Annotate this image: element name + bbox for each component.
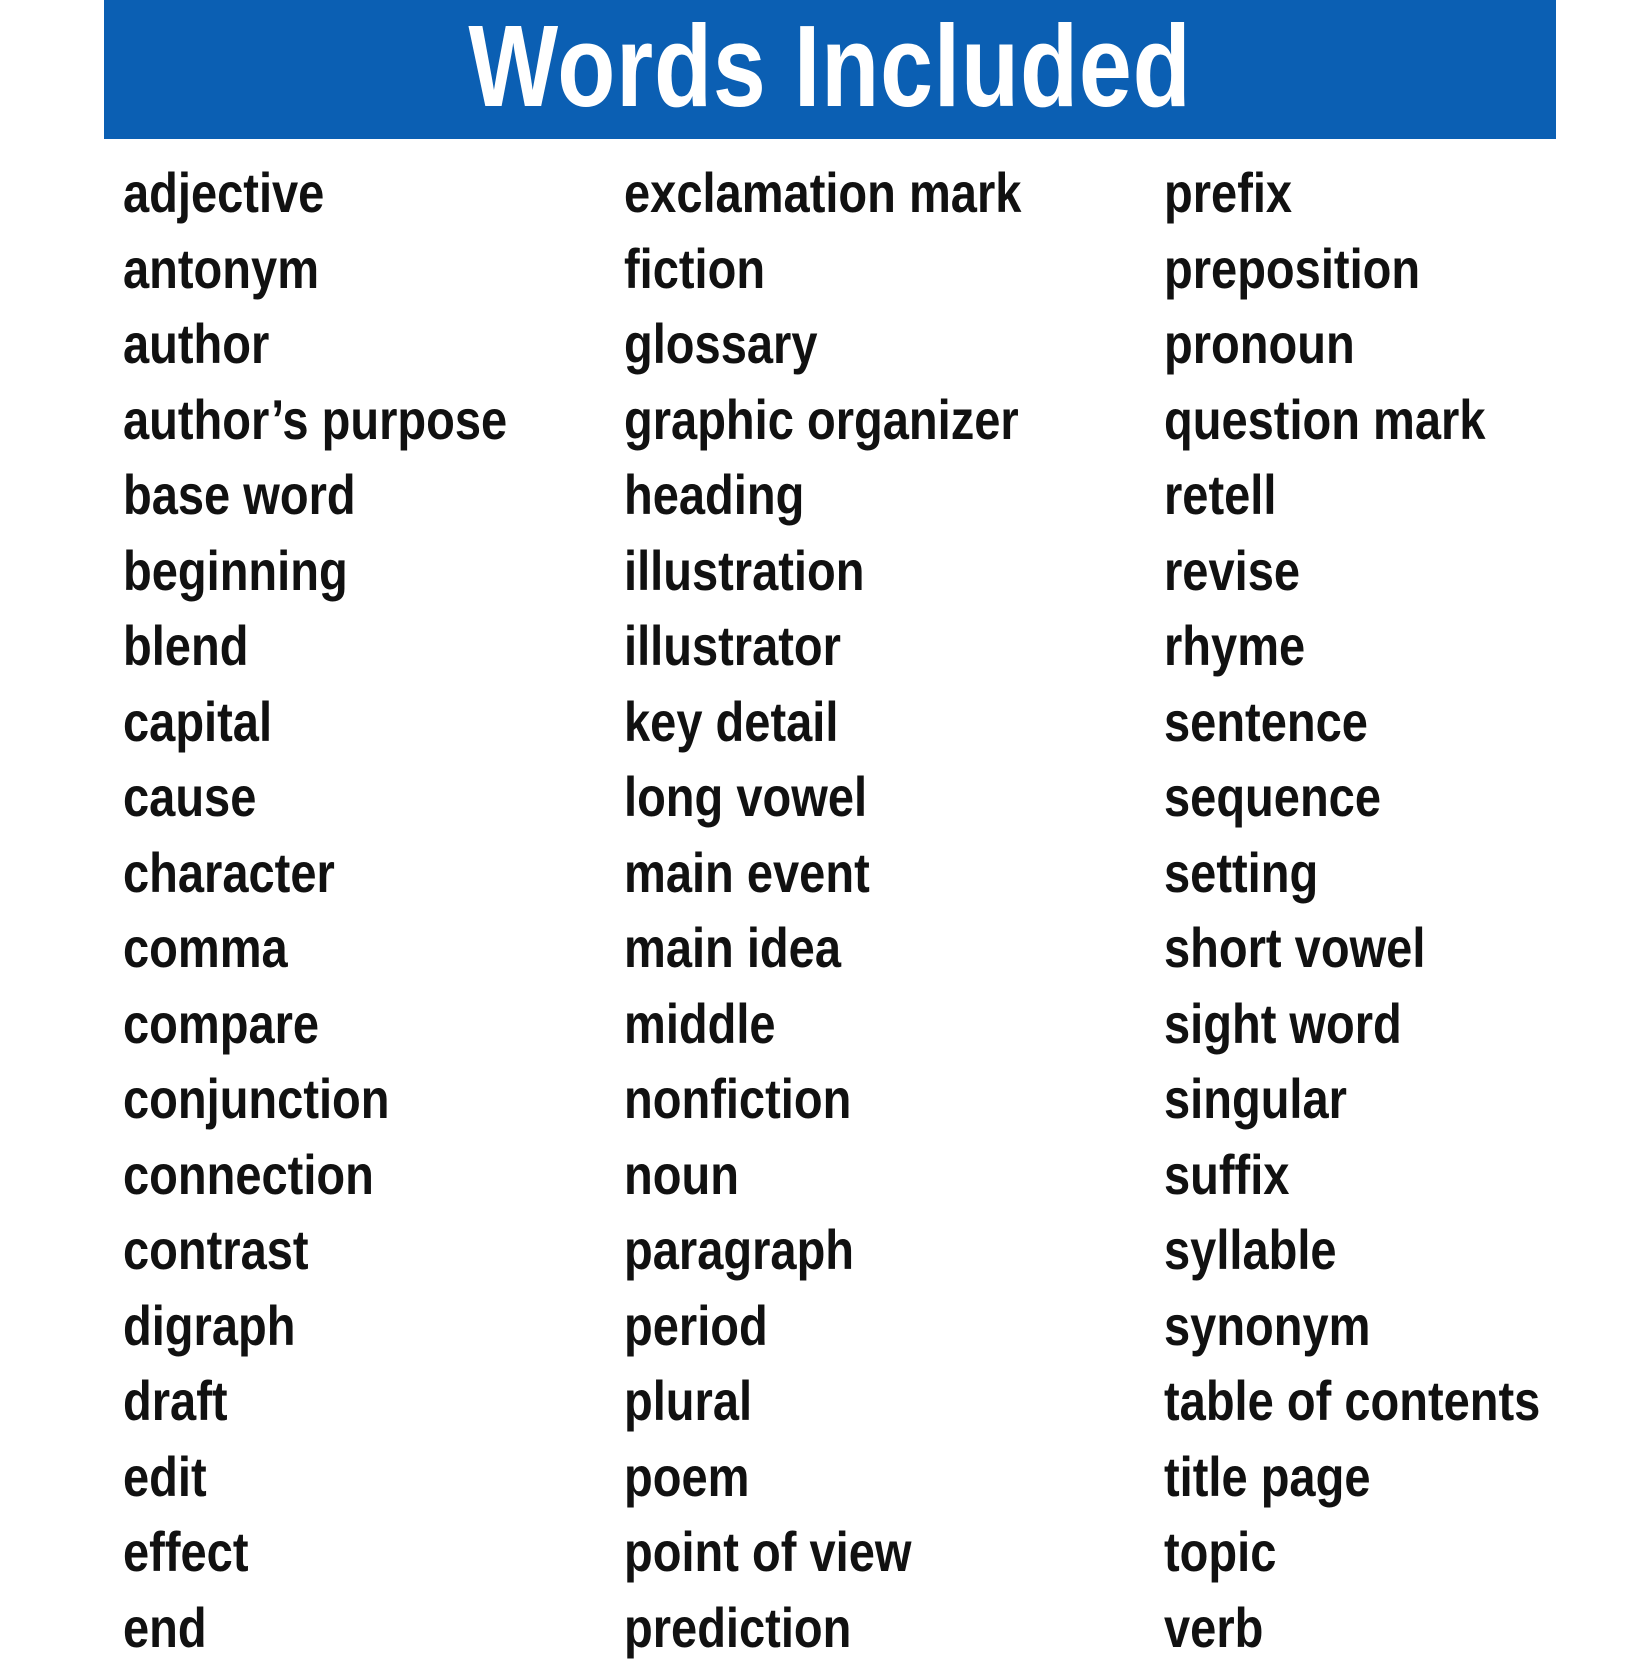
- word-column-1: [123, 155, 580, 1665]
- word-item: illustrator: [624, 608, 1021, 684]
- word-item: exclamation mark: [624, 155, 1021, 231]
- word-item: end: [123, 1590, 507, 1665]
- word-item: digraph: [123, 1288, 507, 1364]
- word-item: fiction: [624, 231, 1021, 307]
- word-item: capital: [123, 684, 507, 760]
- word-item: graphic organizer: [624, 382, 1021, 458]
- word-item: synonym: [1164, 1288, 1540, 1364]
- word-item: poem: [624, 1439, 1021, 1515]
- word-item: antonym: [123, 231, 507, 307]
- word-item: heading: [624, 457, 1021, 533]
- word-item: retell: [1164, 457, 1540, 533]
- word-item: prefix: [1164, 155, 1540, 231]
- word-item: adjective: [123, 155, 507, 231]
- word-item: sight word: [1164, 986, 1540, 1062]
- word-item: long vowel: [624, 759, 1021, 835]
- word-item: connection: [123, 1137, 507, 1213]
- word-item: middle: [624, 986, 1021, 1062]
- word-item: singular: [1164, 1061, 1540, 1137]
- word-item: draft: [123, 1363, 507, 1439]
- word-item: key detail: [624, 684, 1021, 760]
- word-item: character: [123, 835, 507, 911]
- word-item: blend: [123, 608, 507, 684]
- word-item: pronoun: [1164, 306, 1540, 382]
- word-item: rhyme: [1164, 608, 1540, 684]
- word-item: noun: [624, 1137, 1021, 1213]
- word-column-3: [1164, 155, 1612, 1665]
- word-item: question mark: [1164, 382, 1540, 458]
- word-item: main idea: [624, 910, 1021, 986]
- word-item: beginning: [123, 533, 507, 609]
- word-item: sequence: [1164, 759, 1540, 835]
- word-item: conjunction: [123, 1061, 507, 1137]
- word-item: comma: [123, 910, 507, 986]
- word-item: title page: [1164, 1439, 1540, 1515]
- word-item: setting: [1164, 835, 1540, 911]
- word-item: author: [123, 306, 507, 382]
- word-item: table of contents: [1164, 1363, 1540, 1439]
- word-item: main event: [624, 835, 1021, 911]
- word-item: author’s purpose: [123, 382, 507, 458]
- word-column-2: [624, 155, 1097, 1665]
- word-item: syllable: [1164, 1212, 1540, 1288]
- word-item: sentence: [1164, 684, 1540, 760]
- word-item: edit: [123, 1439, 507, 1515]
- word-item: base word: [123, 457, 507, 533]
- word-item: contrast: [123, 1212, 507, 1288]
- word-item: revise: [1164, 533, 1540, 609]
- word-item: compare: [123, 986, 507, 1062]
- word-item: prediction: [624, 1590, 1021, 1665]
- word-item: plural: [624, 1363, 1021, 1439]
- word-item: short vowel: [1164, 910, 1540, 986]
- word-item: nonfiction: [624, 1061, 1021, 1137]
- word-item: topic: [1164, 1514, 1540, 1590]
- title-banner: [104, 0, 1556, 139]
- word-item: glossary: [624, 306, 1021, 382]
- word-item: preposition: [1164, 231, 1540, 307]
- word-item: point of view: [624, 1514, 1021, 1590]
- word-item: suffix: [1164, 1137, 1540, 1213]
- word-item: illustration: [624, 533, 1021, 609]
- page-title: Words Included: [468, 8, 1191, 124]
- word-item: cause: [123, 759, 507, 835]
- word-item: paragraph: [624, 1212, 1021, 1288]
- word-item: verb: [1164, 1590, 1540, 1665]
- word-item: effect: [123, 1514, 507, 1590]
- word-item: period: [624, 1288, 1021, 1364]
